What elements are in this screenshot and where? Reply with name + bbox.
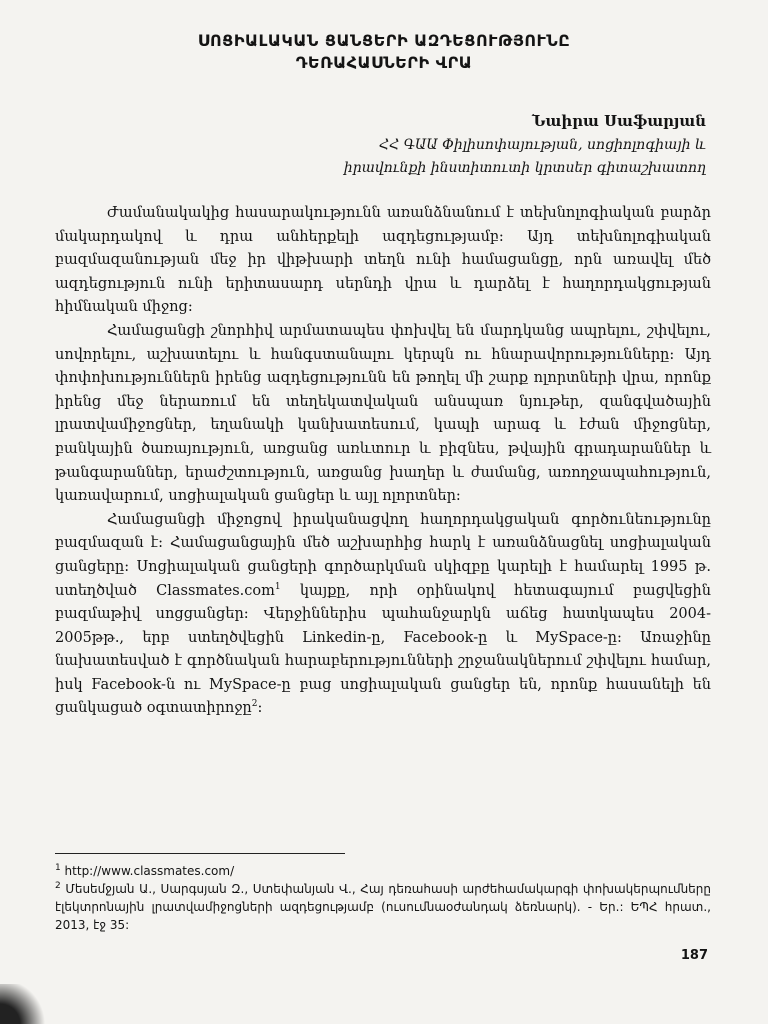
footnote-separator	[55, 853, 345, 854]
affiliation-line-2: իրավունքի ինստիտուտի կրտսեր գիտաշխատող	[343, 160, 706, 176]
footnote-2-marker: 2	[55, 881, 61, 891]
footnote-2-text: Մեսեմջյան Ա., Սարգսյան Զ., Ստեփանյան Վ., Հայ դեռահասի արժեհամակարգի փոխակերպումները էլեկտրոնային լրատվամիջոցների ազդեցությամբ (ուսումնաօժանդակ ձեռնարկ). - Եր.: ԵՊՀ հրատ., 2013, էջ 35:	[55, 882, 711, 932]
footnote-ref-1[interactable]: 1	[274, 581, 281, 592]
paragraph-3-text-b: կայքը, որի օրինակով հետագայում բացվեցին բազմաթիվ սոցցանցեր: Վերջիններիս պահանջարկն աճեց հատկապես 2004-2005թթ., երբ ստեղծվեցին Linkedin-ը, Facebook-ը և MySpace-ը: Առաջինը նախատեսված է գործնական հարաբերությունների շրջանակներում շփվելու համար, իսկ Facebook-ն ու MySpace-ը բաց սոցիալական ցանցեր են, որոնք հասանելի են ցանկացած օգտատիրոջը	[55, 582, 711, 717]
scan-corner-shadow	[0, 984, 60, 1024]
author-affiliation	[186, 134, 706, 180]
footnote-2	[55, 880, 711, 934]
paragraph-3-end: :	[257, 700, 263, 717]
paragraph-3	[55, 509, 711, 721]
article-body	[55, 202, 711, 721]
article-title	[0, 30, 768, 74]
footnote-1-link[interactable]: http://www.classmates.com/	[60, 864, 235, 878]
title-line-2: ԴԵՌԱՀԱՍՆԵՐԻ ՎՐԱ	[295, 53, 473, 72]
page-number: 187	[680, 948, 708, 963]
author-name: Նաիրա Սաֆարյան	[531, 112, 706, 130]
paragraph-2: Համացանցի շնորհիվ արմատապես փոխվել են մարդկանց ապրելու, շփվելու, սովորելու, աշխատելու և հանգստանալու կերպն ու հնարավորությունները: Այդ փոփոխություններն իրենց ազդեցությունն են թողել մի շարք ոլորտների վրա, որոնք իրենց մեջ ներառում են տեղեկատվական անսպառ նյութեր, զանգվածային լրատվամիջոցներ, եղանակի կանխատեսում, կապի արագ և էժան միջոցներ, բանկային ծառայություն, առցանց առևտուր և բիզնես, թվային գրադարաններ և թանգարաններ, երաժշտություն, առցանց խաղեր և ժամանց, առողջապահություն, կառավարում, սոցիալական ցանցեր և այլ ոլորտներ:	[55, 322, 711, 505]
paragraph-3-text-a: Համացանցի միջոցով իրականացվող հաղորդակցական գործունեությունը բազմազան է: Համացանցային մեծ աշխարհից հարկ է առանձնացնել սոցիալական ցանցերը: Սոցիալական ցանցերի գործարկման սկիզբը կարելի է համարել 1995 թ. ստեղծված Classmates.com	[55, 511, 711, 599]
footnote-1	[55, 862, 711, 880]
footnote-ref-2[interactable]: 2	[251, 699, 258, 710]
footnotes	[55, 862, 711, 934]
affiliation-line-1: ՀՀ ԳԱԱ Փիլիսոփայության, սոցիոլոգիայի և	[379, 137, 706, 153]
paragraph-1: Ժամանակակից հասարակությունն առանձնանում է տեխնոլոգիական բարձր մակարդակով և դրա անհերքելի ազդեցությամբ: Այդ տեխնոլոգիական բազմազանության մեջ իր վիթխարի տեղն ունի համացանցը, որն առավել մեծ ազդեցություն ունի երիտասարդ սերնդի վրա և դարձել է հաղորդակցության հիմնական միջոց:	[55, 205, 711, 316]
footnote-1-marker: 1	[55, 863, 61, 873]
title-line-1: ՍՈՑԻԱԼԱԿԱՆ ՑԱՆՑԵՐԻ ԱԶԴԵՑՈՒԹՅՈՒՆԸ	[197, 31, 571, 50]
